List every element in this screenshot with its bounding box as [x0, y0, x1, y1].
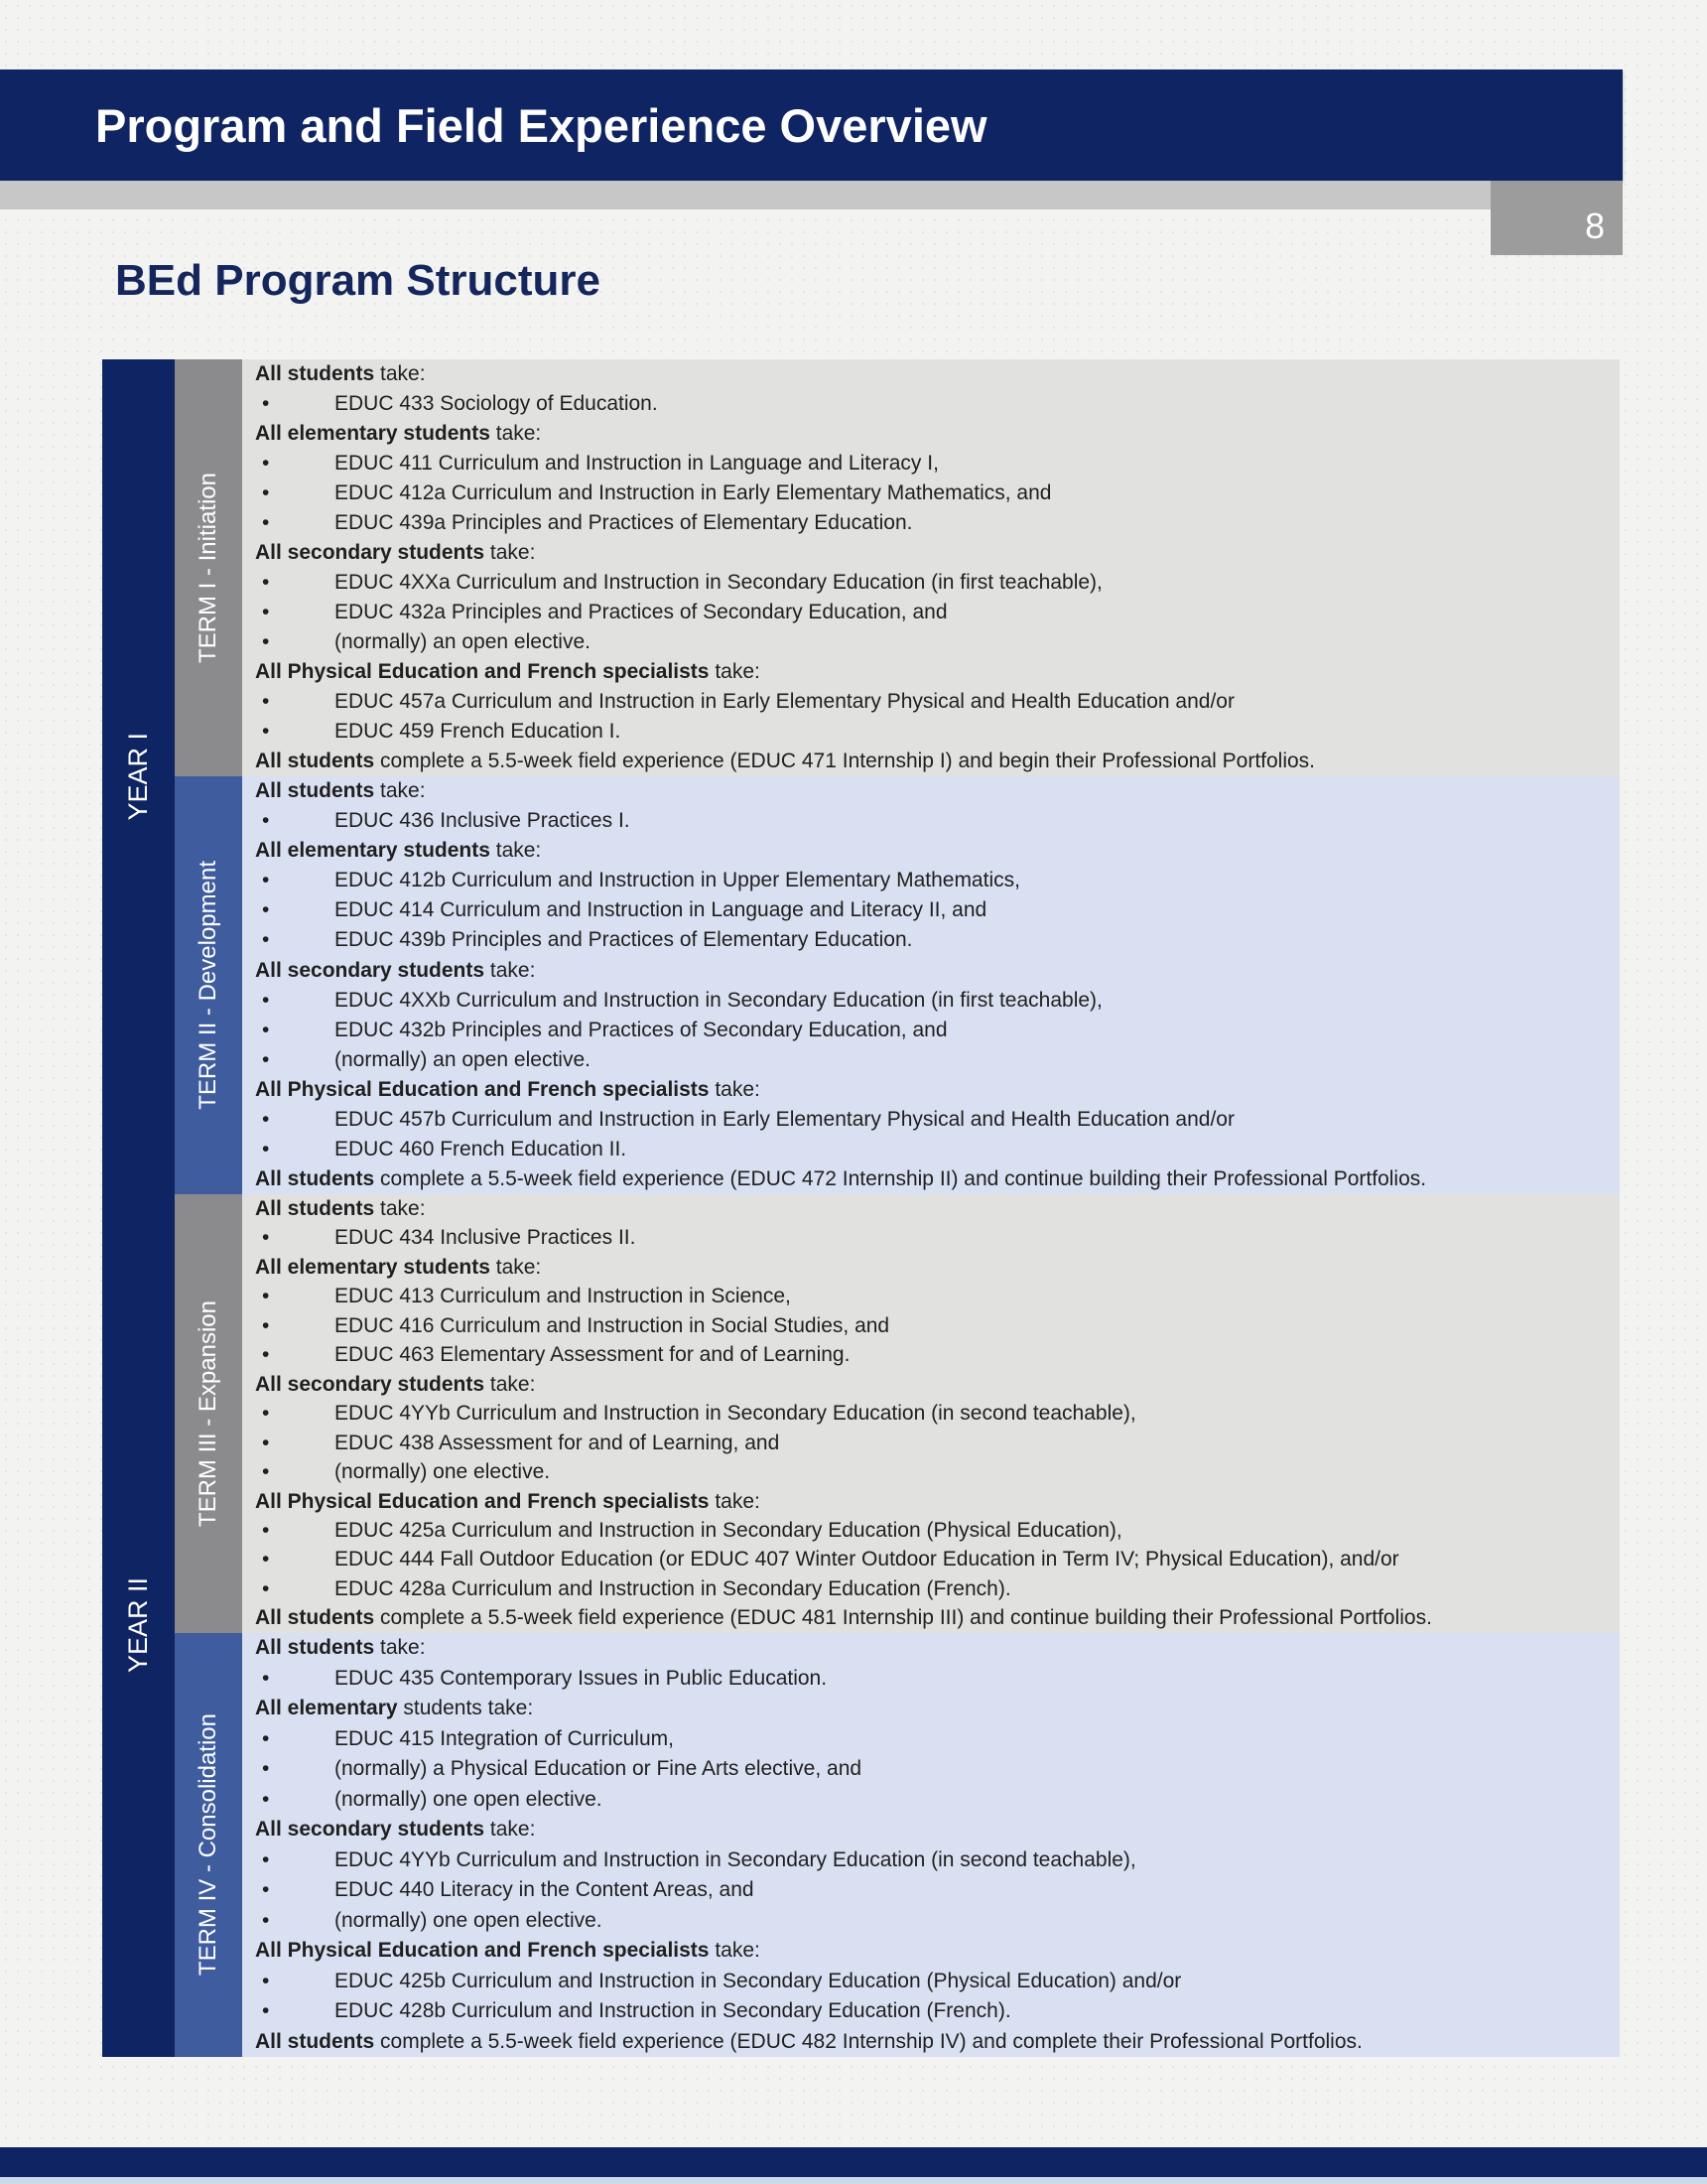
bullet-icon: •: [262, 1548, 270, 1571]
bullet-icon: •: [262, 481, 270, 504]
course-bullet-line: [255, 806, 1614, 836]
course-text: EDUC 457a Curriculum and Instruction in Early Elementary Physical and Health Education and/or: [334, 690, 1235, 713]
group-label-line: [255, 1075, 1614, 1105]
course-text: EDUC 436 Inclusive Practices I.: [334, 809, 630, 833]
course-text: EDUC 412b Curriculum and Instruction in Upper Elementary Mathematics,: [334, 869, 1020, 892]
course-bullet-line: [255, 1223, 1614, 1252]
bullet-icon: •: [262, 1047, 270, 1071]
group-bold-text: All students: [255, 1636, 375, 1659]
course-bullet-line: [255, 478, 1614, 508]
group-label-line: [255, 1253, 1614, 1282]
bullet-icon: •: [262, 1226, 270, 1250]
group-bold-text: All students: [255, 2029, 375, 2053]
bullet-icon: •: [262, 1431, 270, 1454]
course-text: EDUC 425a Curriculum and Instruction in Secondary Education (Physical Education),: [334, 1518, 1122, 1542]
course-bullet-line: [255, 1906, 1614, 1937]
term-column: [175, 359, 242, 2057]
bullet-icon: •: [262, 1969, 270, 1992]
course-bullet-line: [255, 1311, 1614, 1340]
course-bullet-line: [255, 1429, 1614, 1457]
term-1-label-cell: [175, 359, 242, 776]
group-label-line: [255, 419, 1614, 449]
course-text: (normally) one open elective.: [334, 1908, 602, 1932]
group-rest-text: take:: [709, 1939, 760, 1962]
course-text: EDUC 434 Inclusive Practices II.: [334, 1226, 636, 1250]
course-bullet-line: [255, 1135, 1614, 1164]
course-text: EDUC 435 Contemporary Issues in Public Education.: [334, 1666, 828, 1690]
group-bold-text: All elementary students: [255, 1255, 490, 1279]
term-4-label-cell: [175, 1633, 242, 2057]
course-text: EDUC 440 Literacy in the Content Areas, and: [334, 1878, 754, 1901]
course-bullet-line: [255, 717, 1614, 747]
group-label-line: [255, 956, 1614, 986]
course-bullet-line: [255, 389, 1614, 419]
course-bullet-line: [255, 1724, 1614, 1755]
group-bold-text: All students: [255, 1606, 375, 1630]
course-bullet-line: [255, 1516, 1614, 1545]
group-label-line: [255, 1487, 1614, 1516]
bullet-icon: •: [262, 1787, 270, 1811]
course-bullet-line: [255, 449, 1614, 478]
group-bold-text: All students: [255, 362, 375, 385]
page-number-badge: [1491, 181, 1623, 255]
group-label-line: [255, 1370, 1614, 1399]
bullet-icon: •: [262, 1138, 270, 1161]
group-rest-text: take:: [709, 1077, 760, 1101]
course-bullet-line: [255, 986, 1614, 1016]
bullet-icon: •: [262, 392, 270, 415]
group-label-line: [255, 836, 1614, 866]
group-rest-text: take:: [484, 541, 536, 564]
course-bullet-line: [255, 925, 1614, 955]
course-text: (normally) one open elective.: [334, 1787, 602, 1811]
group-bold-text: All Physical Education and French specialists: [255, 660, 710, 683]
bullet-icon: •: [262, 1018, 270, 1041]
course-text: EDUC 4XXa Curriculum and Instruction in Secondary Education (in first teachable),: [334, 571, 1103, 594]
term-summary-line: [255, 1164, 1614, 1194]
term-2-label: TERM II - Development: [195, 861, 221, 1110]
course-text: EDUC 428b Curriculum and Instruction in Secondary Education (French).: [334, 1999, 1011, 2022]
bullet-icon: •: [262, 601, 270, 623]
group-bold-text: All elementary: [255, 1697, 398, 1719]
course-text: EDUC 425b Curriculum and Instruction in Secondary Education (Physical Education) and/or: [334, 1969, 1182, 1992]
bullet-icon: •: [262, 452, 270, 475]
group-rest-text: take:: [484, 1818, 536, 1841]
bullet-icon: •: [262, 1460, 270, 1484]
group-rest-text: take:: [709, 660, 760, 683]
footer-bar: [0, 2147, 1707, 2177]
course-text: EDUC 428a Curriculum and Instruction in Secondary Education (French).: [334, 1576, 1011, 1600]
bullet-icon: •: [262, 630, 270, 653]
course-text: (normally) an open elective.: [334, 630, 591, 653]
group-rest-text: take:: [374, 779, 426, 802]
course-bullet-line: [255, 627, 1614, 657]
course-text: EDUC 4XXb Curriculum and Instruction in Secondary Education (in first teachable),: [334, 988, 1103, 1012]
group-label-line: [255, 1936, 1614, 1967]
group-bold-text: All Physical Education and French specialists: [255, 1489, 710, 1513]
course-text: EDUC 463 Elementary Assessment for and of Learning.: [334, 1343, 851, 1367]
bullet-icon: •: [262, 511, 270, 534]
group-rest-text: take:: [374, 1636, 426, 1659]
group-label-line: [255, 538, 1614, 568]
bullet-icon: •: [262, 571, 270, 594]
term-1-content: [242, 359, 1620, 776]
course-bullet-line: [255, 1399, 1614, 1428]
program-structure-table: [102, 359, 1620, 2057]
bullet-icon: •: [262, 1726, 270, 1750]
course-bullet-line: [255, 687, 1614, 717]
bullet-icon: •: [262, 1285, 270, 1308]
course-text: EDUC 439b Principles and Practices of Elementary Education.: [334, 928, 913, 952]
course-bullet-line: [255, 1967, 1614, 1997]
bullet-icon: •: [262, 1757, 270, 1780]
group-bold-text: All Physical Education and French specialists: [255, 1077, 710, 1101]
bullet-icon: •: [262, 690, 270, 713]
course-text: EDUC 439a Principles and Practices of Elementary Education.: [334, 511, 913, 534]
course-bullet-line: [255, 1105, 1614, 1135]
year-column: [102, 359, 175, 2057]
course-text: EDUC 415 Integration of Curriculum,: [334, 1726, 674, 1750]
group-label-line: [255, 657, 1614, 687]
course-bullet-line: [255, 1282, 1614, 1310]
group-bold-text: All students: [255, 1197, 375, 1220]
course-bullet-line: [255, 508, 1614, 538]
group-rest-text: take:: [484, 1372, 536, 1396]
bullet-icon: •: [262, 1518, 270, 1542]
year-1-cell: [102, 359, 175, 1194]
course-bullet-line: [255, 1785, 1614, 1816]
term-2-content: [242, 776, 1620, 1194]
group-rest-text: take:: [374, 362, 426, 385]
group-rest-text: take:: [489, 1255, 542, 1279]
course-text: EDUC 411 Curriculum and Instruction in Language and Literacy I,: [334, 452, 939, 475]
group-bold-text: All secondary students: [255, 1372, 485, 1396]
footer-accent-line: [0, 2177, 1707, 2184]
bullet-icon: •: [262, 1908, 270, 1932]
course-bullet-line: [255, 598, 1614, 627]
group-bold-text: All students: [255, 750, 375, 772]
course-text: EDUC 4YYb Curriculum and Instruction in Secondary Education (in second teachable),: [334, 1402, 1136, 1426]
group-rest-text: take:: [374, 1197, 426, 1220]
group-label-line: [255, 1815, 1614, 1845]
bullet-icon: •: [262, 1343, 270, 1367]
course-text: EDUC 432a Principles and Practices of Secondary Education, and: [334, 601, 948, 623]
term-3-label-cell: [175, 1194, 242, 1633]
group-bold-text: All secondary students: [255, 541, 485, 564]
course-text: (normally) a Physical Education or Fine Arts elective, and: [334, 1757, 862, 1780]
group-bold-text: All elementary students: [255, 839, 490, 863]
course-text: EDUC 416 Curriculum and Instruction in Social Studies, and: [334, 1313, 890, 1337]
course-bullet-line: [255, 1545, 1614, 1573]
year-2-cell: [102, 1194, 175, 2057]
course-text: (normally) an open elective.: [334, 1047, 591, 1071]
course-text: EDUC 444 Fall Outdoor Education (or EDUC 407 Winter Outdoor Education in Term IV; Physical Education), and/or: [334, 1548, 1399, 1571]
course-text: EDUC 414 Curriculum and Instruction in Language and Literacy II, and: [334, 898, 987, 922]
course-text: EDUC 432b Principles and Practices of Secondary Education, and: [334, 1018, 948, 1041]
bullet-icon: •: [262, 1108, 270, 1132]
course-text: EDUC 4YYb Curriculum and Instruction in Secondary Education (in second teachable),: [334, 1847, 1136, 1871]
group-label-line: [255, 359, 1614, 389]
year-2-label: YEAR II: [123, 1577, 153, 1674]
group-bold-text: All secondary students: [255, 1818, 485, 1841]
course-bullet-line: [255, 1457, 1614, 1486]
course-bullet-line: [255, 1845, 1614, 1876]
group-rest-text: students take:: [397, 1697, 534, 1719]
term-content-column: [242, 359, 1620, 2057]
course-text: EDUC 433 Sociology of Education.: [334, 392, 658, 415]
bullet-icon: •: [262, 1999, 270, 2022]
bullet-icon: •: [262, 1402, 270, 1426]
bullet-icon: •: [262, 1576, 270, 1600]
group-rest-text: take:: [484, 958, 536, 982]
bullet-icon: •: [262, 1847, 270, 1871]
bullet-icon: •: [262, 1666, 270, 1690]
title-bar: [0, 69, 1623, 181]
group-rest-text: complete a 5.5-week field experience (EDUC 472 Internship II) and continue building their Professional Portfolios.: [374, 1167, 1427, 1191]
group-rest-text: complete a 5.5-week field experience (EDUC 471 Internship I) and begin their Professional Portfolios.: [374, 750, 1316, 772]
course-text: EDUC 460 French Education II.: [334, 1138, 627, 1161]
course-text: EDUC 412a Curriculum and Instruction in Early Elementary Mathematics, and: [334, 481, 1052, 504]
course-bullet-line: [255, 1045, 1614, 1075]
group-bold-text: All students: [255, 779, 375, 802]
group-bold-text: All Physical Education and French specialists: [255, 1939, 710, 1962]
group-label-line: [255, 1694, 1614, 1724]
term-4-content: [242, 1633, 1620, 2057]
course-bullet-line: [255, 1340, 1614, 1369]
bullet-icon: •: [262, 898, 270, 922]
term-summary-line: [255, 747, 1614, 776]
group-label-line: [255, 1194, 1614, 1223]
course-text: (normally) one elective.: [334, 1460, 551, 1484]
course-text: EDUC 459 French Education I.: [334, 720, 621, 743]
page-title: Program and Field Experience Overview: [95, 98, 987, 152]
course-bullet-line: [255, 1664, 1614, 1695]
header-accent-strip: [0, 181, 1491, 209]
group-rest-text: complete a 5.5-week field experience (EDUC 482 Internship IV) and complete their Professional Portfolios.: [374, 2029, 1363, 2053]
bullet-icon: •: [262, 720, 270, 743]
course-bullet-line: [255, 1574, 1614, 1603]
group-rest-text: take:: [489, 839, 542, 863]
term-4-label: TERM IV - Consolidation: [195, 1713, 221, 1977]
course-text: EDUC 413 Curriculum and Instruction in Science,: [334, 1285, 791, 1308]
group-rest-text: take:: [489, 422, 542, 445]
group-bold-text: All elementary students: [255, 422, 490, 445]
group-rest-text: take:: [709, 1489, 760, 1513]
term-1-label: TERM I - Initiation: [195, 472, 221, 664]
group-bold-text: All secondary students: [255, 958, 485, 982]
course-bullet-line: [255, 1016, 1614, 1045]
bullet-icon: •: [262, 869, 270, 892]
bullet-icon: •: [262, 928, 270, 952]
bullet-icon: •: [262, 988, 270, 1012]
term-summary-line: [255, 1603, 1614, 1632]
term-summary-line: [255, 2027, 1614, 2058]
bullet-icon: •: [262, 1313, 270, 1337]
group-label-line: [255, 1633, 1614, 1664]
group-bold-text: All students: [255, 1167, 375, 1191]
course-bullet-line: [255, 1875, 1614, 1906]
course-bullet-line: [255, 895, 1614, 925]
course-bullet-line: [255, 1754, 1614, 1785]
term-2-label-cell: [175, 776, 242, 1194]
group-label-line: [255, 776, 1614, 806]
course-bullet-line: [255, 1996, 1614, 2027]
year-1-label: YEAR I: [123, 733, 153, 821]
course-bullet-line: [255, 866, 1614, 895]
page-number: 8: [1584, 205, 1605, 246]
course-text: EDUC 457b Curriculum and Instruction in Early Elementary Physical and Health Education and/or: [334, 1108, 1235, 1132]
group-rest-text: complete a 5.5-week field experience (EDUC 481 Internship III) and continue building their Professional Portfolios.: [374, 1606, 1432, 1630]
bullet-icon: •: [262, 1878, 270, 1901]
term-3-content: [242, 1194, 1620, 1633]
term-3-label: TERM III - Expansion: [195, 1299, 221, 1528]
section-title: BEd Program Structure: [115, 256, 600, 305]
course-bullet-line: [255, 568, 1614, 598]
course-text: EDUC 438 Assessment for and of Learning, and: [334, 1431, 780, 1454]
bullet-icon: •: [262, 809, 270, 833]
